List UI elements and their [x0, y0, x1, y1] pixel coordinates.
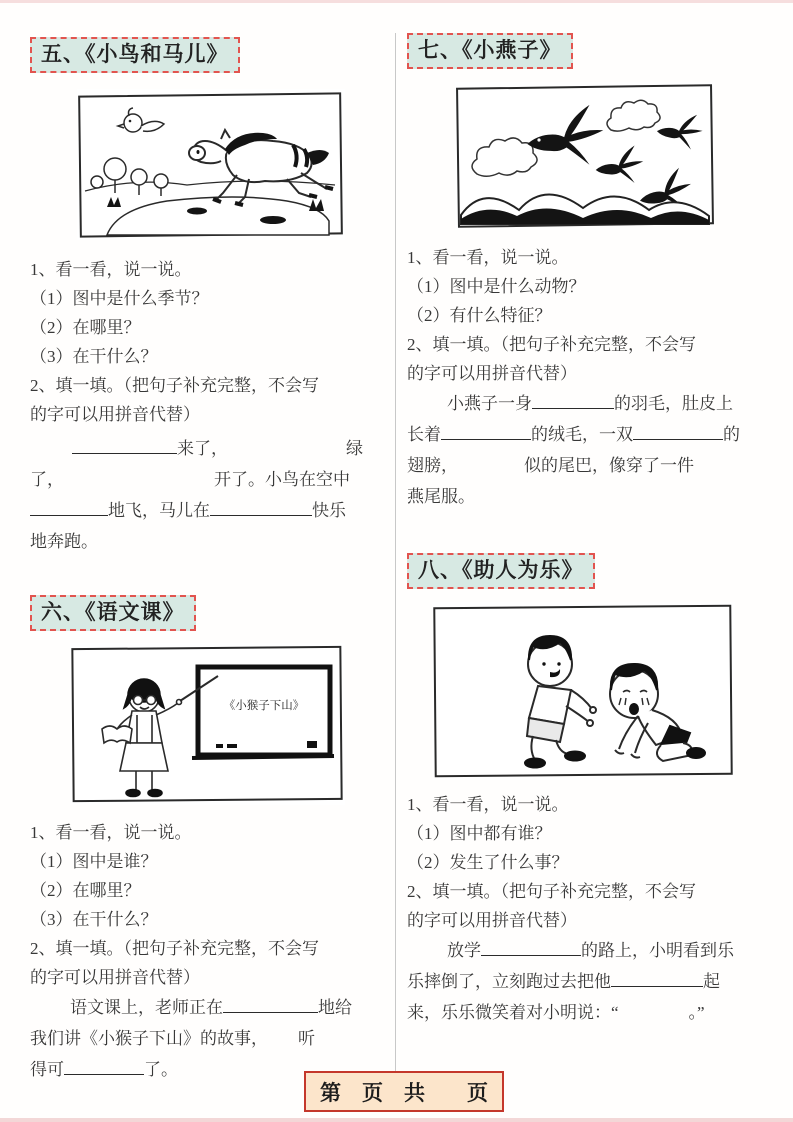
column-divider [395, 33, 396, 1071]
page-top-edge [0, 0, 793, 3]
page-bottom-edge [0, 1118, 793, 1122]
fill-blank-line: 小燕子一身 的羽毛，肚皮上 [447, 394, 733, 413]
fill-blank-line: 了， 开了。小鸟在空中 [30, 470, 350, 489]
sub-question: （1）图中是什么动物？ [407, 277, 586, 296]
question-1: 1、看一看，说一说。 [30, 823, 192, 842]
sub-question: （1）图中是什么季节？ [30, 289, 209, 308]
teacher-and-blackboard-illustration [70, 643, 345, 805]
question-2: 2、填一填。（把句子补充完整，不会写 [407, 335, 696, 354]
question-2: 2、填一填。（把句子补充完整，不会写 [407, 882, 696, 901]
fill-blank-line: 来，乐乐微笑着对小明说：“ 。” [407, 1003, 705, 1022]
question-2-cont: 的字可以用拼音代替） [407, 364, 577, 383]
question-1: 1、看一看，说一说。 [407, 248, 569, 267]
section-six [30, 595, 392, 1085]
fill-blank-line: 我们讲《小猴子下山》的故事， 听 [30, 1029, 315, 1048]
fill-blank-line: 得可 了。 [30, 1060, 178, 1079]
page-number-footer: 第 页 共 页 [304, 1071, 504, 1112]
blackboard-text: 《小猴子下山》 [223, 700, 305, 712]
fill-blank-line: 乐摔倒了，立刻跑过去把他 起 [407, 972, 720, 991]
fill-blank-line: 长着 的绒毛，一双 的 [407, 425, 740, 444]
fill-blank-line: 翅膀， 似的尾巴，像穿了一件 [407, 456, 694, 475]
fill-blank-line: 来了， 绿 [30, 433, 392, 464]
sub-question: （2）在哪里？ [30, 881, 141, 900]
section-five-title: 五、《小鸟和马儿》 [30, 37, 240, 73]
fill-blank-line: 语文课上，老师正在 地给 [70, 998, 352, 1017]
boy-helping-fallen-boy-illustration [432, 602, 735, 780]
section-eight-title: 八、《助人为乐》 [407, 553, 595, 589]
sub-question: （2）在哪里？ [30, 318, 141, 337]
question-2-cont: 的字可以用拼音代替） [30, 405, 200, 424]
section-seven-title: 七、《小燕子》 [407, 33, 573, 69]
sub-question: （1）图中是谁？ [30, 852, 158, 871]
sub-question: （3）在干什么？ [30, 347, 158, 366]
fill-blank-line: 地奔跑。 [30, 532, 98, 551]
fill-blank-line: 燕尾服。 [407, 487, 475, 506]
section-seven [407, 33, 773, 512]
bird-and-horse-illustration [77, 89, 345, 240]
sub-question: （2）发生了什么事？ [407, 853, 569, 872]
section-six-title: 六、《语文课》 [30, 595, 196, 631]
question-2-cont: 的字可以用拼音代替） [407, 911, 577, 930]
question-2: 2、填一填。（把句子补充完整，不会写 [30, 376, 319, 395]
section-eight [407, 553, 773, 1028]
swallows-illustration [455, 82, 715, 230]
sub-question: （3）在干什么？ [30, 910, 158, 929]
fill-blank-line: 放学 的路上，小明看到乐 [447, 941, 734, 960]
question-1: 1、看一看，说一说。 [407, 795, 569, 814]
section-five [30, 37, 392, 557]
sub-question: （1）图中都有谁？ [407, 824, 552, 843]
fill-blank-line: 地飞，马儿在 快乐 [30, 495, 392, 526]
question-2-cont: 的字可以用拼音代替） [30, 968, 200, 987]
sub-question: （2）有什么特征？ [407, 306, 552, 325]
question-1: 1、看一看，说一说。 [30, 260, 192, 279]
question-2: 2、填一填。（把句子补充完整，不会写 [30, 939, 319, 958]
